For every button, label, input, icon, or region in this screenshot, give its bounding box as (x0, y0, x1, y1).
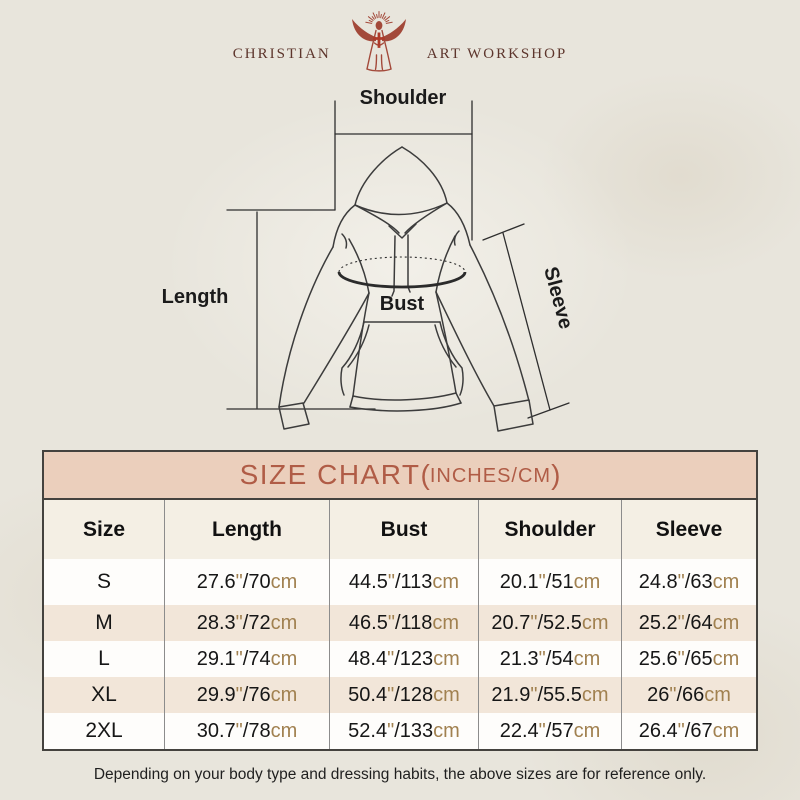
shoulder-cell (478, 713, 621, 749)
inch-mark: " (387, 719, 395, 742)
inch-mark: " (538, 719, 546, 742)
inch-mark: " (669, 683, 677, 706)
bust-cell (329, 713, 478, 749)
cm-value: /66 (676, 683, 705, 706)
cm-value: /65 (684, 647, 713, 670)
cm-value: /78 (242, 719, 271, 742)
inch-mark: " (387, 683, 395, 706)
cm-unit: cm (270, 570, 298, 593)
inch-mark: " (235, 719, 243, 742)
inches-value: 25.2 (638, 611, 678, 634)
length-cell (164, 677, 329, 713)
cm-value: /52.5 (537, 611, 582, 634)
cm-unit: cm (433, 647, 460, 670)
inch-mark: " (235, 611, 243, 634)
inches-value: 29.9 (196, 683, 236, 706)
inches-value: 44.5 (348, 570, 388, 593)
inch-mark: " (387, 611, 395, 634)
size-label: L (98, 647, 110, 670)
title-units: INCHES/CM (429, 465, 552, 487)
inches-value: 20.1 (499, 570, 539, 593)
length-cell (164, 559, 329, 605)
cm-unit: cm (270, 611, 298, 634)
length-cell (164, 641, 329, 677)
size-label: S (96, 570, 111, 593)
cm-value: /67 (684, 719, 713, 742)
table-row (44, 641, 756, 677)
cm-unit: cm (432, 570, 460, 593)
column-header-length: Length (164, 500, 329, 559)
inch-mark: " (235, 647, 243, 670)
inch-mark: " (235, 570, 243, 593)
inch-mark: " (530, 683, 538, 706)
inches-value: 24.8 (638, 570, 678, 593)
cm-value: /51 (545, 570, 574, 593)
inches-value: 21.3 (499, 647, 539, 670)
disclaimer-text: Depending on your body type and dressing habits, the above sizes are for reference only. (93, 766, 707, 783)
title-paren-open: ( (420, 459, 430, 490)
inches-value: 29.1 (196, 647, 236, 670)
length-cell (164, 605, 329, 641)
inches-value: 26.4 (638, 719, 678, 742)
inches-value: 52.4 (348, 719, 388, 742)
bust-cell (329, 641, 478, 677)
inches-value: 26 (647, 683, 670, 706)
cm-unit: cm (270, 647, 298, 670)
table-row (44, 677, 756, 713)
inch-mark: " (538, 570, 546, 593)
brand-name-left: CHRISTIAN (232, 46, 331, 62)
inch-mark: " (387, 647, 395, 670)
cm-unit: cm (270, 683, 298, 706)
sleeve-label: Sleeve (539, 264, 577, 332)
size-label: XL (91, 683, 117, 706)
inches-value: 48.4 (348, 647, 388, 670)
cm-value: /63 (684, 570, 713, 593)
inches-value: 25.6 (638, 647, 678, 670)
size-chart-table (42, 450, 758, 751)
inch-mark: " (677, 611, 685, 634)
cm-unit: cm (573, 719, 601, 742)
size-label: M (95, 611, 113, 634)
cm-value: /118 (394, 611, 433, 634)
column-header-shoulder: Shoulder (478, 500, 621, 559)
inch-mark: " (387, 570, 395, 593)
cm-value: /123 (394, 647, 434, 670)
cm-unit: cm (573, 647, 601, 670)
cm-unit: cm (712, 570, 740, 593)
cm-unit: cm (573, 570, 601, 593)
inches-value: 28.3 (196, 611, 236, 634)
size-chart-title (44, 452, 756, 500)
inch-mark: " (677, 570, 685, 593)
cm-value: /55.5 (537, 683, 582, 706)
cm-value: /128 (394, 683, 434, 706)
title-paren-close: ) (551, 459, 561, 490)
cm-value: /72 (242, 611, 271, 634)
bust-cell (329, 559, 478, 605)
size-label: 2XL (85, 719, 123, 742)
hoodie-outline (279, 147, 533, 431)
column-header-bust: Bust (329, 500, 478, 559)
sleeve-cell (621, 641, 756, 677)
table-row (44, 713, 756, 749)
inch-mark: " (677, 719, 685, 742)
inches-value: 50.4 (348, 683, 388, 706)
inch-mark: " (235, 683, 243, 706)
cm-value: /54 (545, 647, 574, 670)
sleeve-cell (621, 677, 756, 713)
length-label: Length (161, 286, 229, 308)
cm-value: /113 (394, 570, 433, 593)
cm-value: /57 (545, 719, 574, 742)
inch-mark: " (538, 647, 546, 670)
shoulder-cell (478, 605, 621, 641)
inches-value: 30.7 (196, 719, 236, 742)
shoulder-cell (478, 641, 621, 677)
shoulder-cell (478, 677, 621, 713)
cm-unit: cm (704, 683, 731, 706)
cm-value: /64 (684, 611, 713, 634)
sleeve-cell (621, 559, 756, 605)
table-header-row (44, 500, 756, 559)
cm-unit: cm (712, 719, 740, 742)
bust-line (339, 257, 465, 287)
inches-value: 20.7 (491, 611, 531, 634)
cm-unit: cm (433, 683, 460, 706)
inches-value: 21.9 (491, 683, 531, 706)
inches-value: 22.4 (499, 719, 539, 742)
table-row (44, 605, 756, 641)
inch-mark: " (530, 611, 538, 634)
column-header-sleeve: Sleeve (621, 500, 756, 559)
bust-label: Bust (379, 293, 425, 315)
length-cell (164, 713, 329, 749)
cm-unit: cm (581, 683, 609, 706)
cm-unit: cm (712, 647, 740, 670)
shoulder-label: Shoulder (359, 87, 447, 109)
title-main: SIZE CHART (239, 459, 421, 490)
cm-unit: cm (432, 611, 460, 634)
bust-cell (329, 677, 478, 713)
cm-value: /133 (394, 719, 434, 742)
column-header-size: Size (82, 517, 126, 541)
sleeve-cell (621, 713, 756, 749)
shoulder-cell (478, 559, 621, 605)
cm-unit: cm (270, 719, 298, 742)
cm-unit: cm (433, 719, 460, 742)
inches-value: 27.6 (196, 570, 236, 593)
brand-name-right: ART WORKSHOP (426, 46, 568, 62)
table-row (44, 559, 756, 605)
cm-value: /74 (242, 647, 271, 670)
cm-value: /70 (242, 570, 271, 593)
table-body (44, 559, 756, 749)
cm-unit: cm (712, 611, 740, 634)
cm-unit: cm (581, 611, 609, 634)
inch-mark: " (677, 647, 685, 670)
bust-cell (329, 605, 478, 641)
inches-value: 46.5 (348, 611, 388, 634)
sleeve-cell (621, 605, 756, 641)
cm-value: /76 (242, 683, 271, 706)
